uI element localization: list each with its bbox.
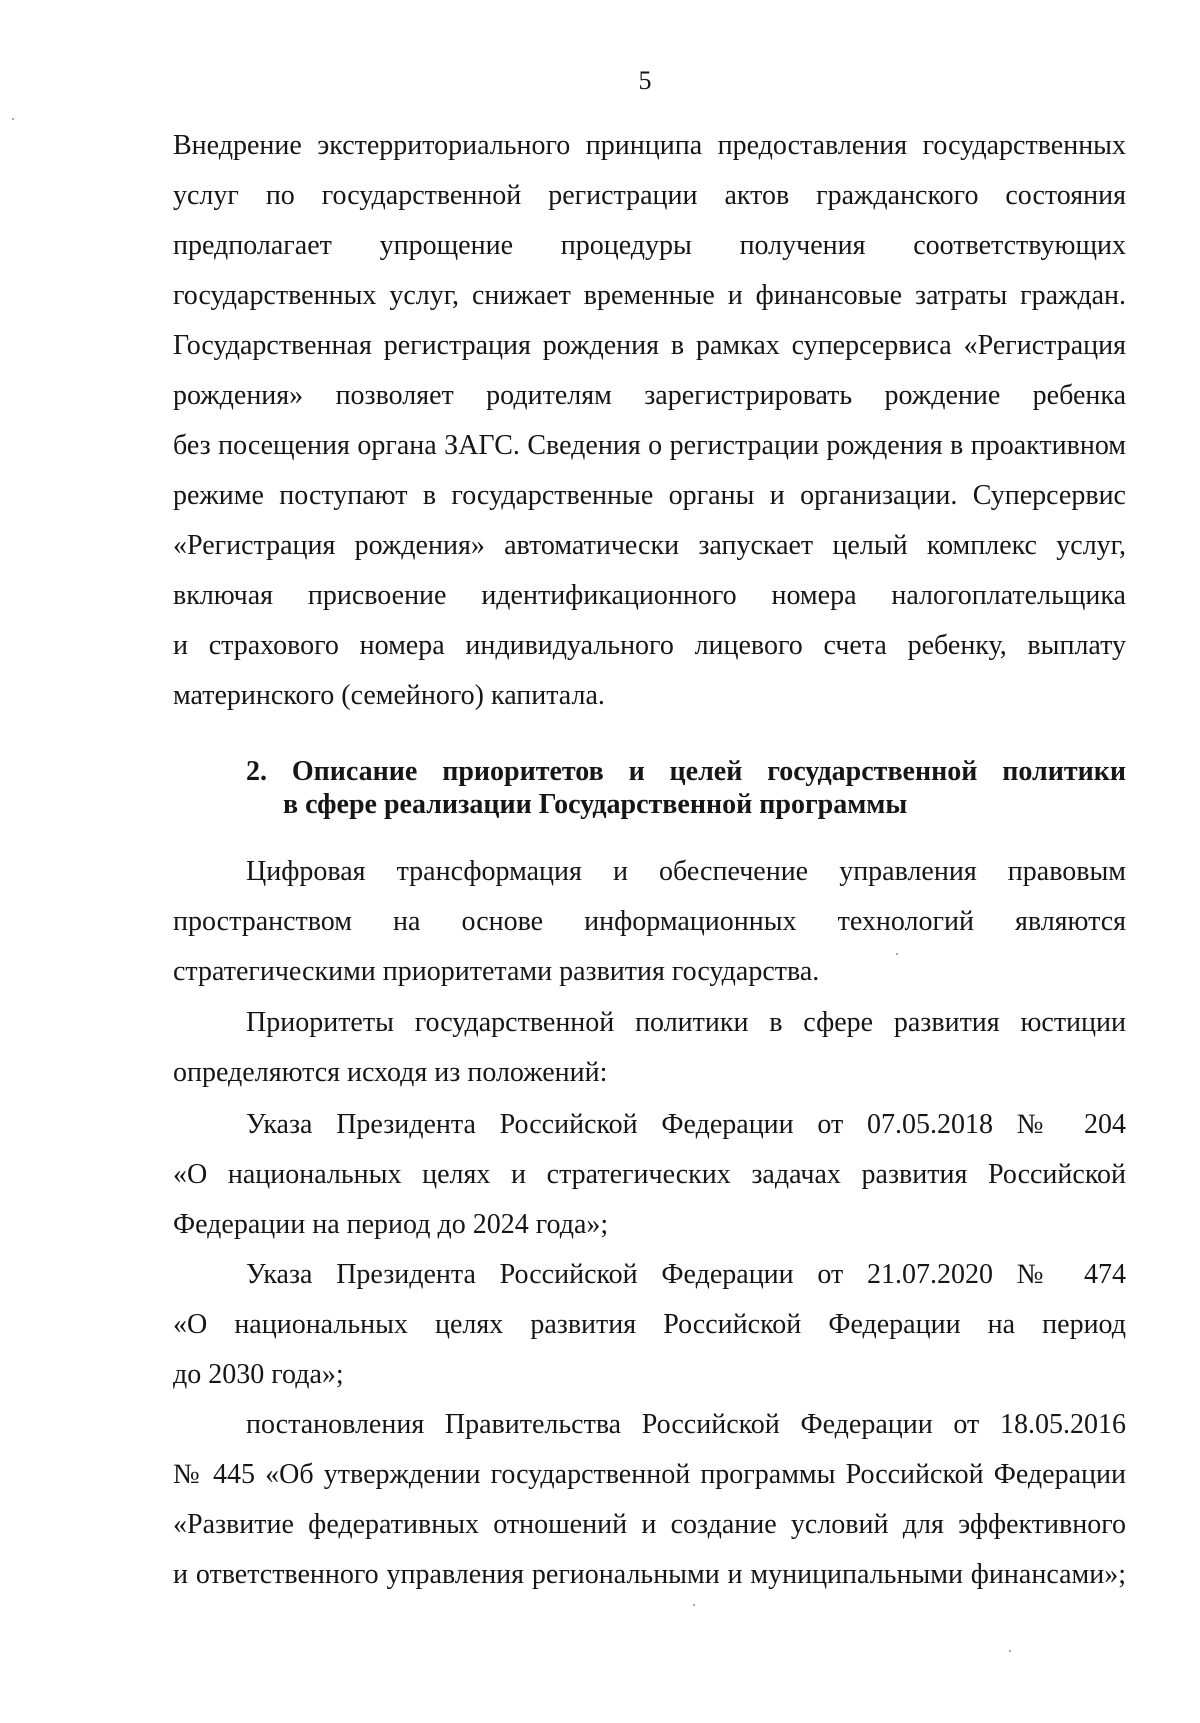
paragraph-digital-transformation [173,847,1126,997]
section-heading [246,755,1126,821]
text-line: государственных услуг, снижает временные и финансовые затраты граждан. [173,280,1126,311]
text-line: пространством на основе информационных технологий являются [173,906,1126,937]
scan-speck [1009,1650,1011,1652]
text-line: без посещения органа ЗАГС. Сведения о регистрации рождения в проактивном [173,430,1126,461]
scan-speck [896,953,898,955]
text-line: и ответственного управления региональными и муниципальными финансами»; [173,1559,1126,1590]
text-line: стратегическими приоритетами развития государства. [173,956,820,987]
intro-paragraph [173,121,1126,721]
text-line: постановления Правительства Российской Федерации от 18.05.2016 [246,1409,1126,1440]
scan-speck [693,1604,695,1606]
text-line: № 445 «Об утверждении государственной программы Российской Федерации [173,1459,1126,1490]
text-line: Федерации на период до 2024 года»; [173,1209,609,1240]
text-line: материнского (семейного) капитала. [173,680,605,711]
text-line: услуг по государственной регистрации актов гражданского состояния [173,180,1126,211]
scan-speck [12,118,14,120]
paragraph-decree-204 [173,1100,1126,1250]
text-line: «Регистрация рождения» автоматически запускает целый комплекс услуг, [173,530,1126,561]
paragraph-decree-474 [173,1250,1126,1400]
text-line: предполагает упрощение процедуры получения соответствующих [173,230,1126,261]
text-line: Указа Президента Российской Федерации от 21.07.2020 № 474 [246,1259,1126,1290]
text-line: Приоритеты государственной политики в сфере развития юстиции [246,1007,1126,1038]
text-line: Государственная регистрация рождения в рамках суперсервиса «Регистрация [173,330,1126,361]
text-line: рождения» позволяет родителям зарегистрировать рождение ребенка [173,380,1126,411]
page-number: 5 [638,66,652,95]
text-line: определяются исходя из положений: [173,1057,608,1088]
text-line: режиме поступают в государственные органы и организации. Суперсервис [173,480,1126,511]
text-line: Внедрение экстерриториального принципа предоставления государственных [173,130,1126,161]
text-line: «О национальных целях развития Российской Федерации на период [173,1309,1126,1340]
text-line: до 2030 года»; [173,1359,344,1390]
text-line: Цифровая трансформация и обеспечение управления правовым [246,856,1126,887]
text-line: и страхового номера индивидуального лицевого счета ребенку, выплату [173,630,1126,661]
section-heading-line: 2. Описание приоритетов и целей государственной политики [246,756,1126,787]
section-heading-line: в сфере реализации Государственной программы [283,789,908,820]
text-line: «Развитие федеративных отношений и создание условий для эффективного [173,1509,1126,1540]
text-line: Указа Президента Российской Федерации от 07.05.2018 № 204 [246,1109,1126,1140]
paragraph-priorities [173,998,1126,1098]
text-line: «О национальных целях и стратегических задачах развития Российской [173,1159,1126,1190]
text-line: включая присвоение идентификационного номера налогоплательщика [173,580,1126,611]
paragraph-resolution-445 [173,1400,1126,1600]
